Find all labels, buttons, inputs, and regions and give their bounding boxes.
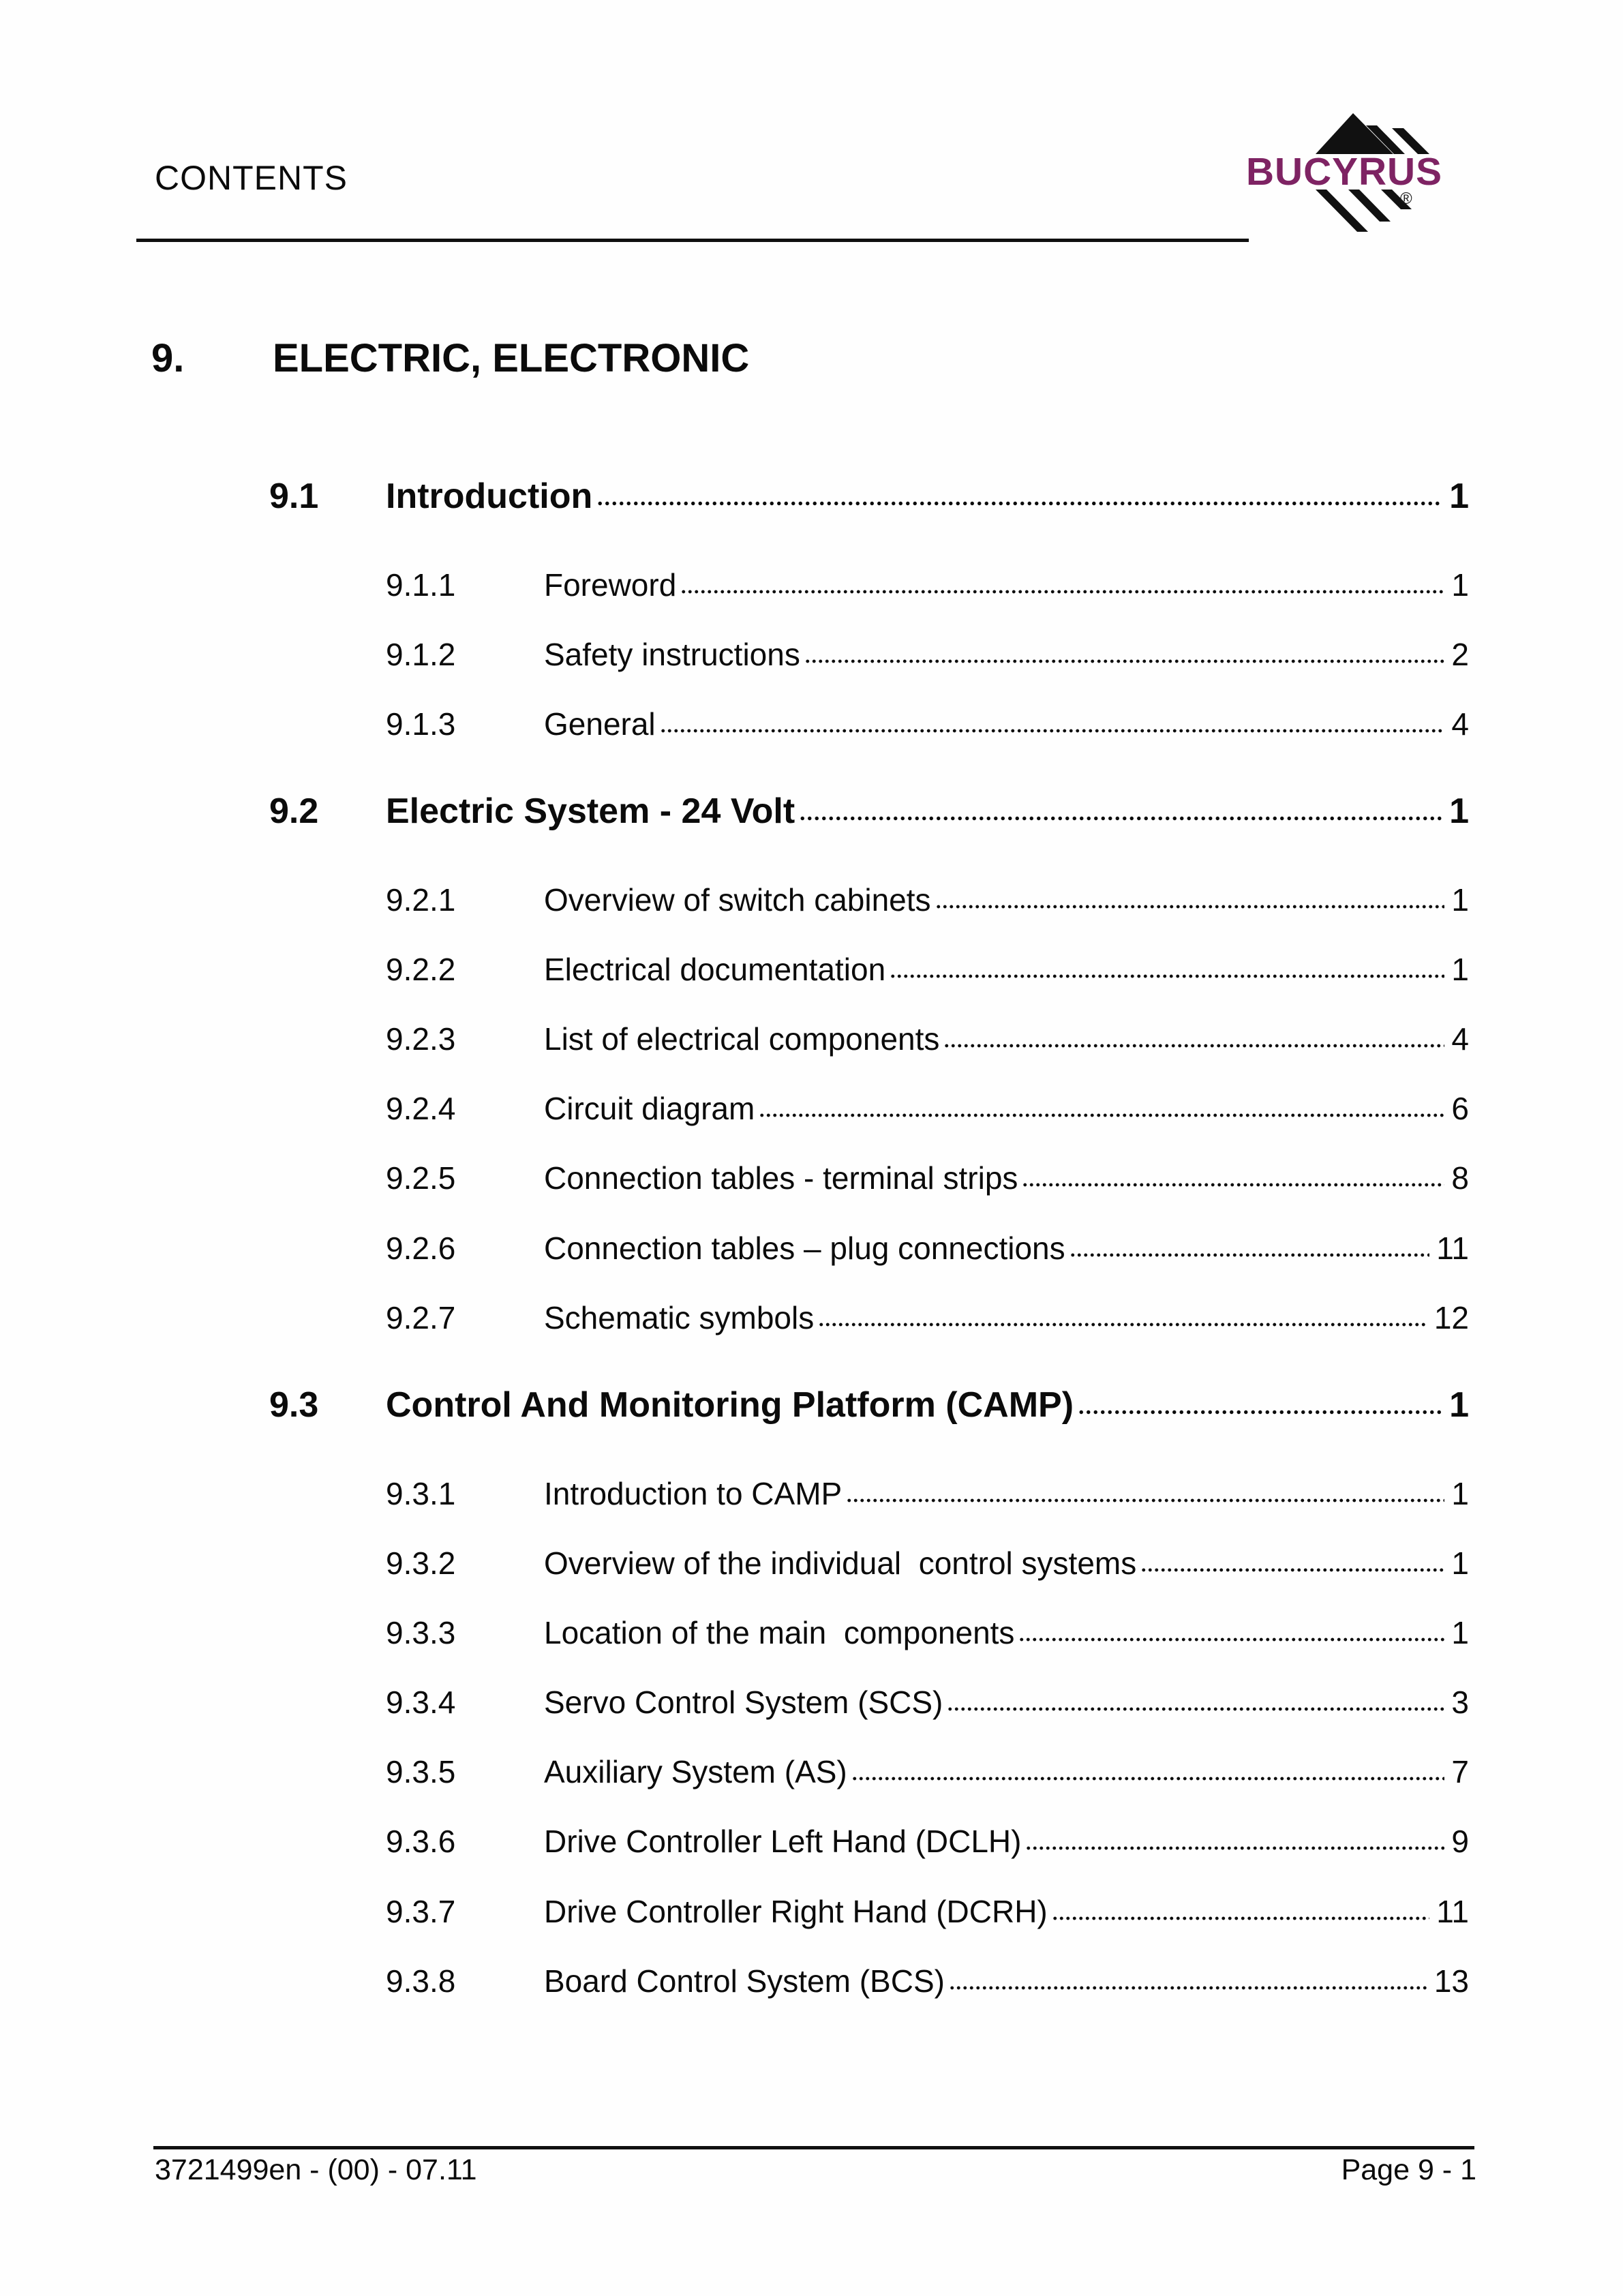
toc-entry-title: List of electrical components — [544, 1021, 940, 1057]
toc-entry — [269, 1681, 1469, 1723]
toc-entry-page-number: 4 — [1451, 706, 1469, 742]
toc-entry-page-number: 11 — [1436, 1894, 1469, 1929]
toc-entry-number: 9.3.8 — [386, 1963, 456, 1999]
chapter-title — [151, 337, 1474, 380]
toc-entry — [269, 1960, 1469, 2002]
dotted-leader — [947, 1682, 1444, 1713]
toc-entry — [269, 1612, 1469, 1654]
toc-entry — [269, 1751, 1469, 1793]
dotted-leader — [1140, 1543, 1444, 1574]
dotted-leader — [846, 1473, 1444, 1505]
toc-entry-title: Introduction — [386, 477, 593, 516]
chapter-title-text: ELECTRIC, ELECTRONIC — [273, 336, 750, 380]
dotted-leader — [799, 791, 1442, 823]
toc-entry-page-number: 9 — [1451, 1824, 1469, 1859]
footer-document-id: 3721499en - (00) - 07.11 — [155, 2154, 477, 2186]
toc-entry — [269, 790, 1469, 832]
toc-entry-title: Foreword — [544, 567, 677, 603]
dotted-leader — [1022, 1158, 1444, 1189]
toc-entry — [269, 1087, 1469, 1130]
dotted-leader — [943, 1018, 1444, 1050]
toc-entry-page-number: 1 — [1449, 1385, 1469, 1425]
toc-entry-number: 9.3.6 — [386, 1824, 456, 1859]
toc-entry — [269, 1820, 1469, 1862]
toc-entry-number: 9.3.7 — [386, 1894, 456, 1929]
toc-entry-page-number: 1 — [1451, 1615, 1469, 1650]
dotted-leader — [818, 1297, 1427, 1329]
toc-entry — [269, 703, 1469, 745]
toc-entry — [269, 1227, 1469, 1269]
toc-entry-page-number: 2 — [1451, 637, 1469, 672]
toc-entry-title: Safety instructions — [544, 637, 800, 672]
dotted-leader — [596, 477, 1442, 508]
toc-entry-number: 9.1.3 — [386, 706, 456, 742]
toc-entry — [269, 564, 1469, 606]
toc-entry — [269, 1472, 1469, 1515]
dotted-leader — [804, 634, 1445, 665]
toc-entry-title: Drive Controller Right Hand (DCRH) — [544, 1894, 1048, 1929]
footer-page-number: Page 9 - 1 — [1341, 2154, 1476, 2186]
toc-entry-title: Overview of the individual control systems — [544, 1545, 1137, 1581]
toc-entry-title: Auxiliary System (AS) — [544, 1754, 847, 1789]
toc-entry-number: 9.2.2 — [386, 952, 456, 987]
dotted-leader — [1018, 1612, 1444, 1644]
toc-entry — [269, 1297, 1469, 1339]
toc-entry-number: 9.2.4 — [386, 1091, 456, 1126]
toc-entry — [269, 1542, 1469, 1584]
toc-entry-title: Servo Control System (SCS) — [544, 1685, 943, 1720]
dotted-leader — [935, 879, 1445, 911]
toc-entry-page-number: 3 — [1451, 1685, 1469, 1720]
brand-wordmark: BUCYRUS — [1246, 150, 1442, 194]
toc-entry-number: 9.1.2 — [386, 637, 456, 672]
dotted-leader — [851, 1751, 1445, 1783]
toc-entry — [269, 1890, 1469, 1933]
toc-entry-number: 9.3.1 — [386, 1476, 456, 1511]
toc-entry-page-number: 1 — [1451, 882, 1469, 918]
toc-entry — [269, 1018, 1469, 1060]
toc-entry-number: 9.3.4 — [386, 1685, 456, 1720]
chapter-number: 9. — [151, 336, 185, 380]
toc-entry-title: General — [544, 706, 656, 742]
toc-entry-page-number: 6 — [1451, 1091, 1469, 1126]
toc-entry-title: Connection tables – plug connections — [544, 1230, 1065, 1266]
toc-entry-page-number: 8 — [1451, 1160, 1469, 1196]
toc-entry-number: 9.2.3 — [386, 1021, 456, 1057]
toc-entry-page-number: 1 — [1449, 477, 1469, 516]
toc-entry — [269, 948, 1469, 991]
footer-divider — [153, 2146, 1474, 2149]
toc-entry — [269, 1157, 1469, 1199]
toc-entry-number: 9.2 — [269, 791, 319, 831]
dotted-leader — [890, 949, 1444, 980]
toc-entry-page-number: 1 — [1449, 791, 1469, 831]
page-header-label: CONTENTS — [155, 159, 348, 197]
toc-entry-title: Electric System - 24 Volt — [386, 791, 795, 831]
dotted-leader — [1078, 1385, 1442, 1417]
toc-entry-title: Drive Controller Left Hand (DCLH) — [544, 1824, 1022, 1859]
toc-entry-page-number: 4 — [1451, 1021, 1469, 1057]
toc-entry-page-number: 11 — [1436, 1230, 1469, 1266]
dotted-leader — [1025, 1821, 1444, 1852]
toc-entry-number: 9.2.1 — [386, 882, 456, 918]
toc-entry-number: 9.3.2 — [386, 1545, 456, 1581]
toc-entry-page-number: 1 — [1451, 1476, 1469, 1511]
toc-entry-number: 9.2.5 — [386, 1160, 456, 1196]
toc-entry-number: 9.2.7 — [386, 1300, 456, 1335]
dotted-leader — [949, 1961, 1427, 1992]
toc-entry-title: Board Control System (BCS) — [544, 1963, 945, 1999]
toc-entry — [269, 879, 1469, 921]
toc-entry-title: Control And Monitoring Platform (CAMP) — [386, 1385, 1074, 1425]
dotted-leader — [660, 704, 1445, 735]
toc-entry-page-number: 12 — [1434, 1300, 1469, 1335]
toc-entry-title: Circuit diagram — [544, 1091, 755, 1126]
toc-entry-page-number: 1 — [1451, 1545, 1469, 1581]
dotted-leader — [1052, 1891, 1429, 1922]
toc-entry-number: 9.1.1 — [386, 567, 456, 603]
bucyrus-logo — [1246, 108, 1454, 241]
dotted-leader — [759, 1088, 1444, 1119]
toc-entry-number: 9.3 — [269, 1385, 319, 1425]
toc-entry-title: Introduction to CAMP — [544, 1476, 843, 1511]
registered-mark-icon: ® — [1400, 190, 1412, 208]
toc-entry-title: Connection tables - terminal strips — [544, 1160, 1018, 1196]
toc-entry — [269, 475, 1469, 517]
toc-entry-page-number: 1 — [1451, 567, 1469, 603]
toc-entry-title: Overview of switch cabinets — [544, 882, 931, 918]
toc-entry — [269, 1384, 1469, 1426]
toc-entry-page-number: 7 — [1451, 1754, 1469, 1789]
toc-entry-title: Location of the main components — [544, 1615, 1015, 1650]
toc-entry-title: Schematic symbols — [544, 1300, 815, 1335]
toc-entry-number: 9.3.3 — [386, 1615, 456, 1650]
dotted-leader — [1070, 1228, 1430, 1259]
toc-entry-title: Electrical documentation — [544, 952, 886, 987]
toc-entry-number: 9.3.5 — [386, 1754, 456, 1789]
header-divider — [136, 239, 1249, 242]
dotted-leader — [680, 564, 1444, 596]
toc-entry-number: 9.1 — [269, 477, 319, 516]
toc-entry — [269, 633, 1469, 676]
toc-entry-page-number: 13 — [1434, 1963, 1469, 1999]
toc-entry-page-number: 1 — [1451, 952, 1469, 987]
toc-entry-number: 9.2.6 — [386, 1230, 456, 1266]
